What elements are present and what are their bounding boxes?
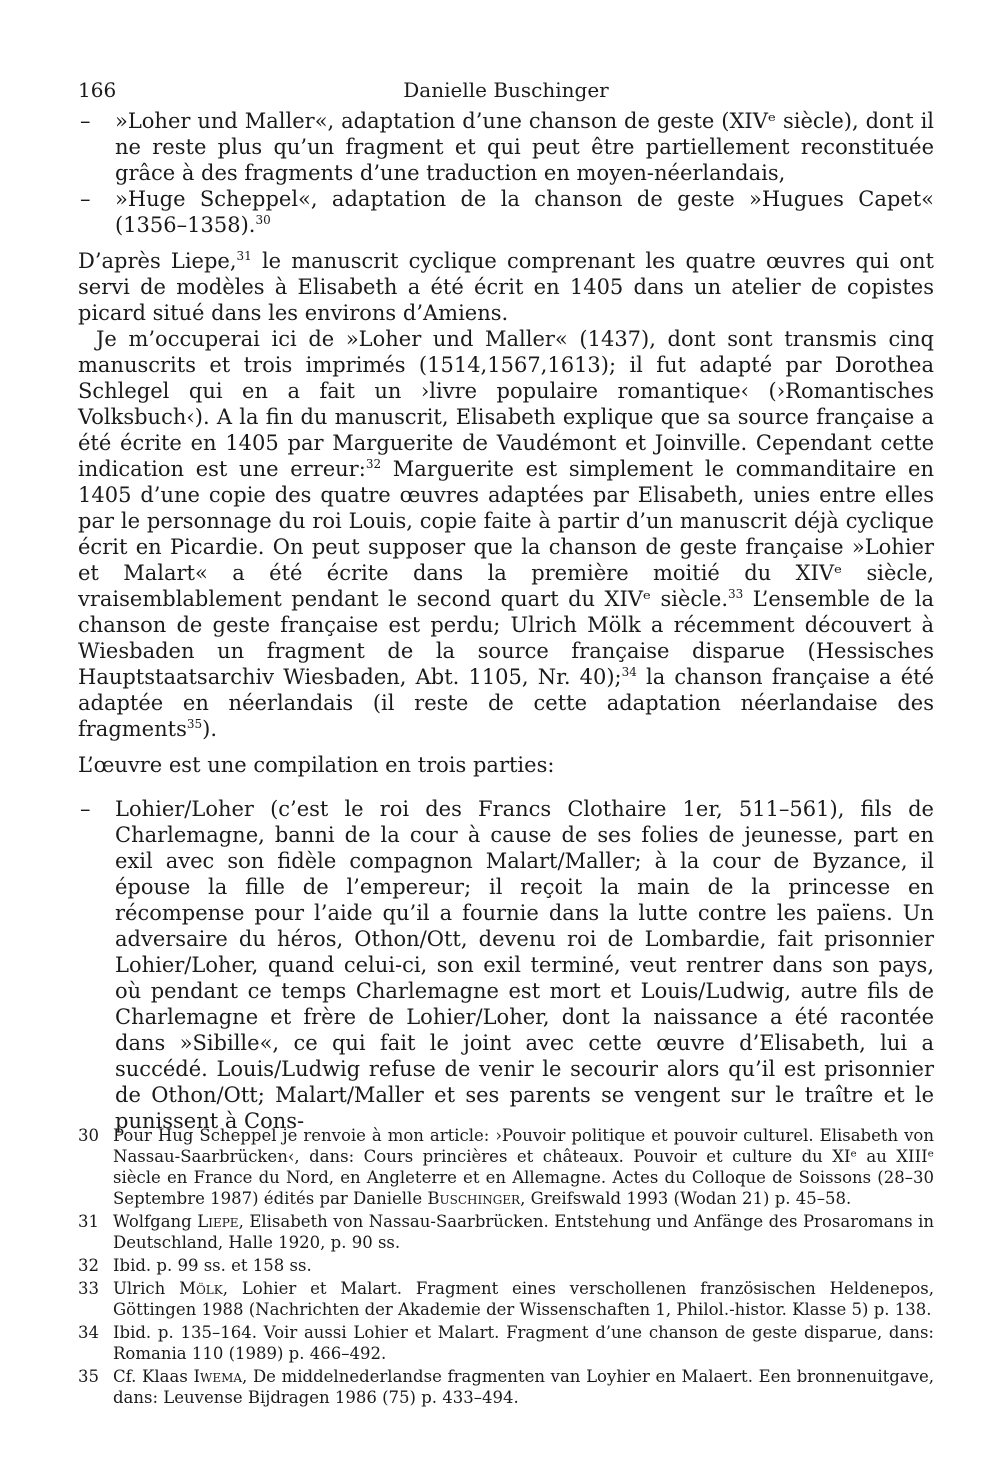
footnote-ref: 32 — [365, 457, 382, 471]
main-text — [78, 108, 934, 1134]
footnote — [78, 1211, 934, 1253]
paragraph-text: L’ensemble de la chanson de geste française est perdu; Ulrich Mölk a récemment découvert à Wiesbaden un fragment de la source française disparue (Hessisches Hauptstaatsarchiv Wiesbaden, Abt. 1105, Nr. 40); — [78, 587, 934, 689]
footnote-number: 31 — [78, 1212, 99, 1231]
list-item-text: »Huge Scheppel«, adaptation de la chanson de geste »Hugues Capet« (1356–1358). — [115, 187, 934, 237]
author-name: Iwema — [193, 1367, 243, 1386]
footnote-number: 34 — [78, 1323, 99, 1342]
paragraph-text: la chanson française a été adaptée en néerlandais (il reste de cette adaptation néerlandaise des fragments — [78, 665, 934, 741]
running-title: Danielle Buschinger — [403, 78, 609, 102]
paragraph — [78, 326, 934, 742]
paragraph-text: ). — [202, 717, 218, 741]
paragraph-text: Marguerite est simplement le commanditaire en 1405 d’une copie des quatre œuvres adaptées par Elisabeth, unies entre elles par le personnage du roi Louis, copie faite à partir d’un manuscrit déjà cyclique écrit en Picardie. On peut supposer que la chanson de geste française »Lohier et Malart« a été écrite dans la première moitié du XIVᵉ siècle, vraisemblablement pendant le second quart du XIVᵉ siècle. — [78, 457, 934, 611]
paragraph: L’œuvre est une compilation en trois parties: — [78, 753, 555, 777]
footnote-ref: 35 — [186, 717, 203, 731]
dash-marker: – — [80, 187, 91, 211]
list-item — [78, 186, 934, 238]
list-item — [78, 796, 934, 1134]
paragraph-text: Je m’occuperai ici de »Loher und Maller« (1437), dont sont transmis cinq manuscrits et trois imprimés (1514,1567,1613); il fut adapté par Dorothea Schlegel qui en a fait un ›livre populaire romantique‹ (›Romantisches Volksbuch‹). A la fin du manuscrit, Elisabeth explique que sa source française a été écrite en 1405 par Marguerite de Vaudémont et Joinville. Cependant cette indication est une erreur: — [78, 327, 934, 481]
footnote-ref: 30 — [255, 213, 271, 227]
footnote-text: Ulrich — [113, 1279, 180, 1298]
dash-marker: – — [80, 797, 91, 821]
page-body — [78, 78, 934, 1134]
footnote — [78, 1278, 934, 1320]
footnote-text: Ibid. p. 99 ss. et 158 ss. — [113, 1256, 312, 1275]
list-item-text: »Loher und Maller«, adaptation d’une chanson de geste (XIVᵉ siècle), dont il ne reste plus qu’un fragment et qui peut être partiellement reconstituée grâce à des fragments d’une traduction en moyen-néerlandais, — [115, 109, 934, 185]
footnote — [78, 1255, 934, 1276]
list-item — [78, 108, 934, 186]
author-name: Buschinger — [427, 1189, 521, 1208]
footnote-number: 30 — [78, 1126, 99, 1145]
footnote-text: Pour Hug Scheppel je renvoie à mon article: ›Pouvoir politique et pouvoir culturel. Elisabeth von Nassau-Saarbrücken‹, dans: Cours princières et châteaux. Pouvoir et culture du XIᵉ au XIIIᵉ siècle en France du Nord, en Angleterre et en Allemagne. Actes du Colloque de Soissons (28–30 Septembre 1987) édités par Danielle — [113, 1126, 934, 1208]
paragraph — [78, 248, 934, 326]
page-number: 166 — [78, 78, 117, 102]
paragraph-text: D’après Liepe, — [78, 249, 237, 273]
footnote-text: , Elisabeth von Nassau-Saarbrücken. Entstehung und Anfänge des Prosaromans in Deutschland, Halle 1920, p. 90 ss. — [113, 1212, 934, 1252]
footnote-ref: 34 — [621, 665, 637, 679]
footnote-text: Ibid. p. 135–164. Voir aussi Lohier et Malart. Fragment d’une chanson de geste disparue, dans: Romania 110 (1989) p. 466–492. — [113, 1323, 934, 1363]
footnote-text: , Lohier et Malart. Fragment eines verschollenen französischen Heldenepos, Göttingen 1988 (Nachrichten der Akademie der Wissenschaften 1, Philol.-histor. Klasse 5) p. 138. — [113, 1279, 934, 1319]
footnote-text: Wolfgang — [113, 1212, 198, 1231]
running-head — [78, 78, 934, 108]
author-name: Mölk — [179, 1279, 223, 1298]
footnote-ref: 33 — [728, 587, 744, 601]
footnote-ref: 31 — [236, 249, 252, 263]
footnote — [78, 1125, 934, 1209]
footnote-number: 32 — [78, 1256, 99, 1275]
dash-marker: – — [80, 109, 91, 133]
footnote-text: , De middelnederlandse fragmenten van Loyhier en Malaert. Een bronnenuitgave, dans: Leuvense Bijdragen 1986 (75) p. 433–494. — [113, 1367, 934, 1407]
footnote — [78, 1322, 934, 1364]
footnote-text: Cf. Klaas — [113, 1367, 194, 1386]
paragraph-text: le manuscrit cyclique comprenant les quatre œuvres qui ont servi de modèles à Elisabeth a été écrit en 1405 dans un atelier de copistes picard situé dans les environs d’Amiens. — [78, 249, 935, 325]
footnote-number: 35 — [78, 1367, 99, 1386]
footnotes — [78, 1125, 934, 1410]
list-item-text: Lohier/Loher (c’est le roi des Francs Clothaire 1er, 511–561), fils de Charlemagne, banni de la cour à cause de ses folies de jeunesse, part en exil avec son fidèle compagnon Malart/Maller; à la cour de Byzance, il épouse la fille de l’empereur; il reçoit la main de la princesse en récompense pour l’aide qu’il a fournie dans la lutte contre les païens. Un adversaire du héros, Othon/Ott, devenu roi de Lombardie, fait prisonnier Lohier/Loher, quand celui-ci, son exil terminé, veut rentrer dans son pays, où pendant ce temps Charlemagne est mort et Louis/Ludwig, autre fils de Charlemagne et frère de Lohier/Loher, dont la naissance a été racontée dans »Sibille«, ce qui fait le joint avec cette œuvre d’Elisabeth, lui a succédé. Louis/Ludwig refuse de venir le secourir alors qu’il est prisonnier de Othon/Ott; Malart/Maller et ses parents se vengent sur le traître et le punissent à Cons- — [115, 797, 934, 1133]
footnote-text: , Greifswald 1993 (Wodan 21) p. 45–58. — [520, 1189, 852, 1208]
footnote-number: 33 — [78, 1279, 99, 1298]
author-name: Liepe — [197, 1212, 239, 1231]
footnote — [78, 1366, 934, 1408]
